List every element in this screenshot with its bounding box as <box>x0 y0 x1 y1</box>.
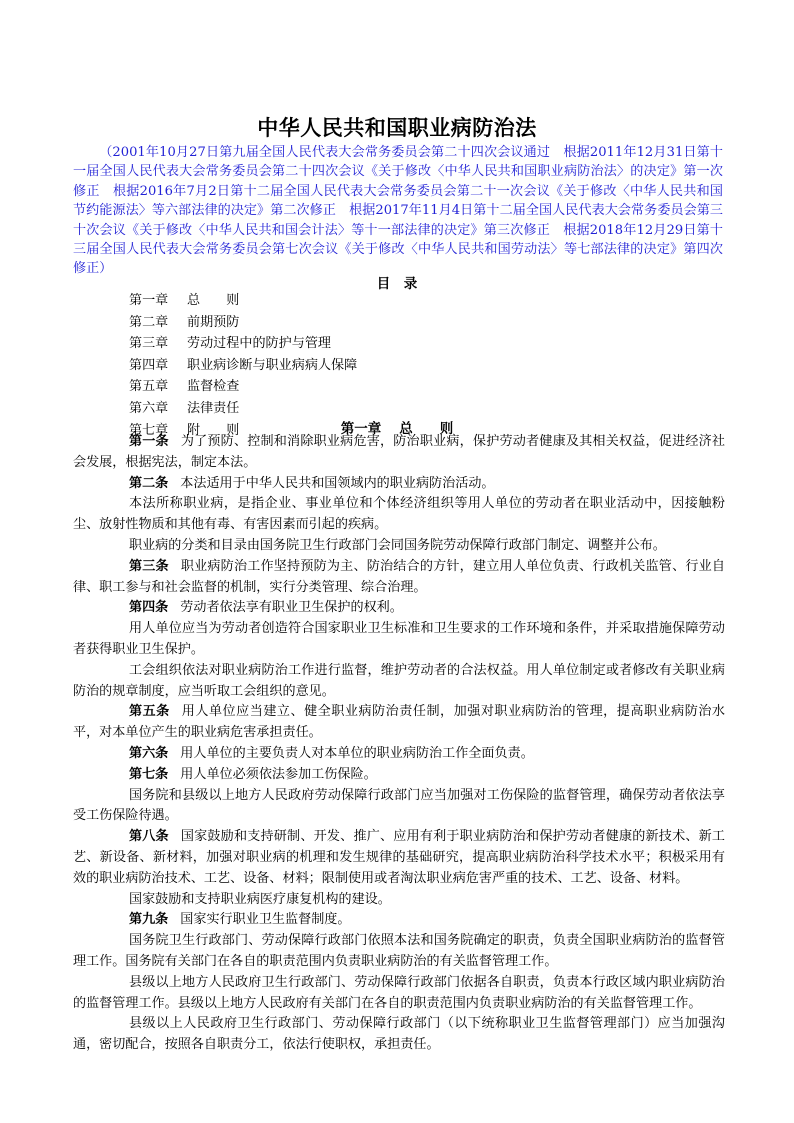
article-label: 第六条 <box>129 745 169 761</box>
article-text: 国务院卫生行政部门、劳动保障行政部门依照本法和国务院确定的职责，负责全国职业病防治的监督管理工作。国务院有关部门在各自的职责范围内负责职业病防治的有关监督管理工作。 <box>73 933 725 969</box>
article-text: 本法适用于中华人民共和国领域内的职业病防治活动。 <box>180 475 495 491</box>
article-paragraph <box>73 494 725 536</box>
toc-item-number: 第六章 <box>129 400 169 416</box>
article-text: 用人单位应当建立、健全职业病防治责任制，加强对职业病防治的管理，提高职业病防治水平，对本单位产生的职业病危害承担责任。 <box>73 704 726 741</box>
article-text: 为了预防、控制和消除职业病危害，防治职业病，保护劳动者健康及其相关权益，促进经济社会发展，根据宪法，制定本法。 <box>73 434 726 470</box>
toc-item <box>129 333 357 355</box>
toc-item-number: 第五章 <box>129 379 169 395</box>
article-paragraph <box>73 744 725 765</box>
article-label: 第五条 <box>129 704 170 720</box>
toc-item <box>129 312 357 334</box>
toc-item-number: 第四章 <box>129 357 169 373</box>
article-text: 职业病防治工作坚持预防为主、防治结合的方针，建立用人单位负责、行政机关监管、行业自律、职工参与和社会监督的机制，实行分类管理、综合治理。 <box>73 558 726 595</box>
article-paragraph <box>73 619 725 661</box>
toc-item-name: 附 则 <box>187 422 240 438</box>
article-paragraph <box>73 910 725 931</box>
article-paragraph <box>73 432 725 474</box>
article-label: 第七条 <box>129 766 169 782</box>
toc-heading: 目 录 <box>376 276 418 292</box>
article-text: 国家鼓励和支持研制、开发、推广、应用有利于职业病防治和保护劳动者健康的新技术、新工艺、新设备、新材料，加强对职业病的机理和发生规律的基础研究，提高职业病防治科学技术水平；积极采用有效的职业病防治技术、工艺、设备、材料；限制使用或者淘汰职业病危害严重的技术、工艺、设备、材料。 <box>73 829 726 886</box>
article-label: 第三条 <box>129 558 169 574</box>
toc-item-name: 监督检查 <box>187 379 240 395</box>
article-text: 县级以上地方人民政府卫生行政部门、劳动保障行政部门依据各自职责，负责本行政区域内职业病防治的监督管理工作。县级以上地方人民政府有关部门在各自的职责范围内负责职业病防治的有关监督管理工作。 <box>73 974 725 1011</box>
amendment-history: （2001年10月27日第九届全国人民代表大会常务委员会第二十四次会议通过 根据2011年12月31日第十一届全国人民代表大会常务委员会第二十四次会议《关于修改〈中华人民共和国职业病防治法〉的决定》第一次修正 根据2016年7月2日第十二届全国人民代表大会常务委员会第二十一次会议《关于修改〈中华人民共和国节约能源法〉等六部法律的决定》第二次修正 根据2017年11月4日第十二届全国人民代表大会常务委员会第三十次会议《关于修改〈中华人民共和国会计法〉等十一部法律的决定》第三次修正 根据2018年12月29日第十三届全国人民代表大会常务委员会第七次会议《关于修改〈中华人民共和国劳动法〉等七部法律的决定》第四次修正） <box>73 145 723 277</box>
article-text: 用人单位的主要负责人对本单位的职业病防治工作全面负责。 <box>180 745 534 761</box>
article-paragraph <box>73 1014 725 1056</box>
toc-item-number: 第一章 <box>129 293 169 308</box>
article-paragraph <box>73 474 725 495</box>
article-label: 第四条 <box>129 600 169 616</box>
article-text: 国务院和县级以上地方人民政府劳动保障行政部门应当加强对工伤保险的监督管理，确保劳动者依法享受工伤保险待遇。 <box>73 787 725 824</box>
document-title: 中华人民共和国职业病防治法 <box>257 116 537 140</box>
article-paragraph <box>73 827 725 889</box>
article-paragraph <box>73 702 725 744</box>
article-text: 国家实行职业卫生监督制度。 <box>180 912 351 928</box>
article-paragraph <box>73 661 725 703</box>
article-paragraph <box>73 557 725 599</box>
toc-item-name: 职业病诊断与职业病病人保障 <box>187 357 358 373</box>
toc-item <box>129 290 357 312</box>
article-paragraph <box>73 973 725 1015</box>
chapter-name: 总 则 <box>399 421 454 437</box>
toc-item-name: 劳动过程中的防护与管理 <box>187 336 332 352</box>
article-text: 用人单位应当为劳动者创造符合国家职业卫生标准和卫生要求的工作环境和条件，并采取措施保障劳动者获得职业卫生保护。 <box>73 621 725 657</box>
toc-item-number: 第七章 <box>129 422 169 438</box>
toc-item-number: 第三章 <box>129 336 169 352</box>
toc-item-name: 法律责任 <box>187 400 240 416</box>
toc-item <box>129 355 357 377</box>
article-text: 国家鼓励和支持职业病医疗康复机构的建设。 <box>129 891 391 907</box>
toc-item-name: 前期预防 <box>187 314 240 330</box>
article-text: 县级以上人民政府卫生行政部门、劳动保障行政部门（以下统称职业卫生监督管理部门）应当加强沟通，密切配合，按照各自职责分工，依法行使职权，承担责任。 <box>73 1016 725 1053</box>
article-text: 职业病的分类和目录由国务院卫生行政部门会同国务院劳动保障行政部门制定、调整并公布。 <box>129 537 666 553</box>
article-label: 第一条 <box>129 434 169 449</box>
article-paragraph <box>73 890 725 911</box>
article-paragraph <box>73 536 725 557</box>
article-text: 本法所称职业病，是指企业、事业单位和个体经济组织等用人单位的劳动者在职业活动中，因接触粉尘、放射性物质和其他有毒、有害因素而引起的疾病。 <box>73 496 725 533</box>
article-paragraph <box>73 598 725 619</box>
article-label: 第九条 <box>129 912 169 928</box>
toc-item-number: 第二章 <box>129 314 169 330</box>
article-text: 工会组织依法对职业病防治工作进行监督，维护劳动者的合法权益。用人单位制定或者修改有关职业病防治的规章制度，应当听取工会组织的意见。 <box>73 662 725 699</box>
article-paragraph <box>73 765 725 786</box>
article-paragraph <box>73 786 725 828</box>
article-label: 第二条 <box>129 475 169 491</box>
article-text: 用人单位必须依法参加工伤保险。 <box>180 766 377 782</box>
article-text: 劳动者依法享有职业卫生保护的权利。 <box>180 600 403 616</box>
toc-item <box>129 376 357 398</box>
article-label: 第八条 <box>129 829 169 845</box>
article-paragraph <box>73 931 725 973</box>
toc-item-name: 总 则 <box>187 293 240 308</box>
chapter-number: 第一章 <box>340 421 382 437</box>
chapter-body <box>73 432 725 1056</box>
